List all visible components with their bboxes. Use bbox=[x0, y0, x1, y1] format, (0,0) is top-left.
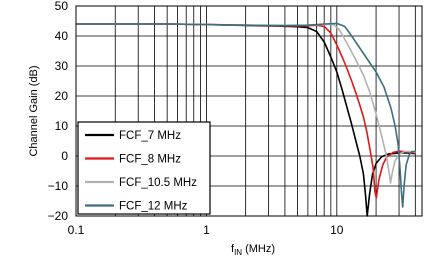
legend-label-3: FCF_10.5 MHz bbox=[119, 177, 197, 189]
legend-label-1: FCF_7 MHz bbox=[119, 130, 181, 142]
y-tick-label: 10 bbox=[54, 119, 68, 133]
x-tick-label: 10 bbox=[330, 223, 344, 237]
x-axis-title-unit: (MHz) bbox=[245, 243, 275, 255]
legend-label-4: FCF_12 MHz bbox=[119, 200, 188, 213]
y-tick-label: 20 bbox=[54, 89, 68, 103]
legend bbox=[78, 122, 210, 214]
y-tick-label: 0 bbox=[61, 149, 68, 163]
legend-label-2: FCF_8 MHz bbox=[119, 153, 181, 166]
y-tick-label: −10 bbox=[47, 179, 68, 193]
x-tick-label: 1 bbox=[203, 223, 210, 237]
y-tick-label: 40 bbox=[54, 29, 68, 43]
x-tick-label: 0.1 bbox=[67, 223, 85, 237]
x-axis-title-subscript: IN bbox=[234, 248, 243, 257]
y-tick-label: −20 bbox=[47, 209, 68, 223]
y-tick-label: 30 bbox=[54, 59, 68, 73]
x-axis-title-main: f bbox=[231, 243, 235, 255]
y-axis-title: Channel Gain (dB) bbox=[28, 65, 40, 157]
y-tick-label: 50 bbox=[54, 0, 68, 13]
